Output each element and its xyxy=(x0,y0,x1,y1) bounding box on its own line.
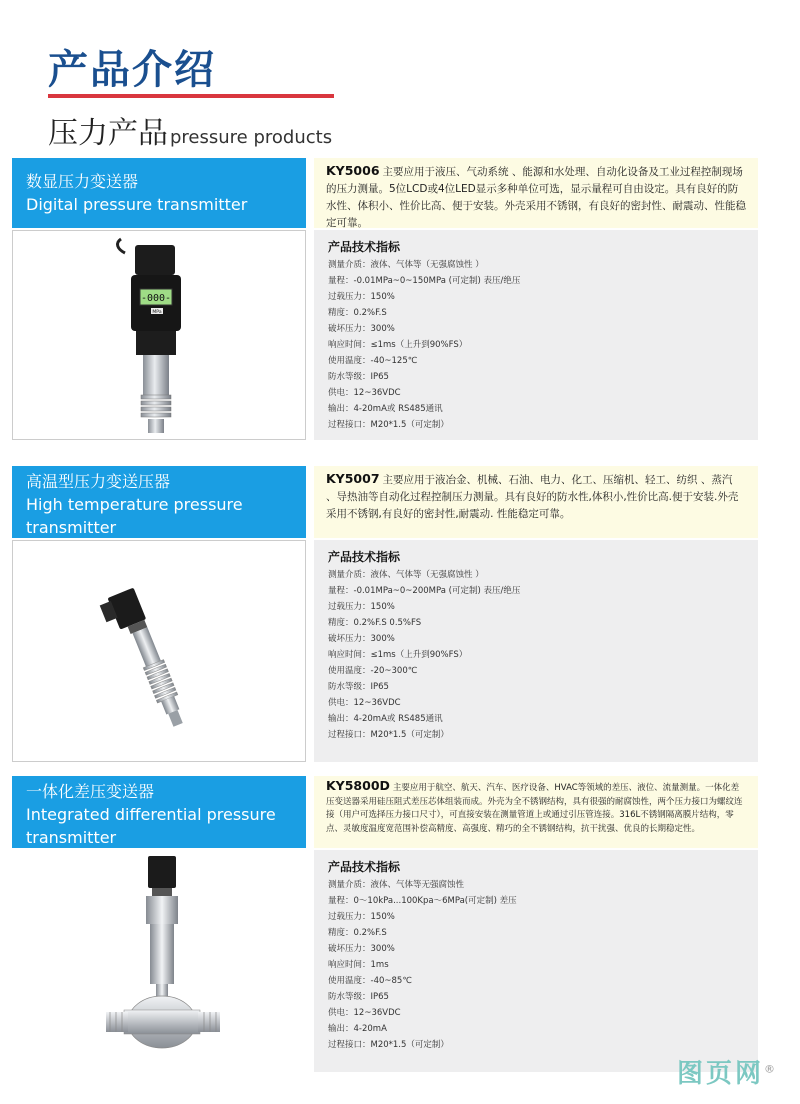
spec-title: 产品技术指标 xyxy=(328,550,401,564)
title-underline xyxy=(48,94,334,98)
spec-row: 精度：0.2%F.S 0.5%FS xyxy=(328,618,422,628)
page-subtitle xyxy=(48,108,332,152)
product-code: KY5007 xyxy=(326,471,380,486)
product-description-text: 主要应用于航空、航天、汽车、医疗设备、HVAC等领域的差压、液位、流量测量。一体化差压变送器采用硅压阻式差压芯体组装而成。外壳为全不锈钢结构，具有很强的耐腐蚀性，两个压力接口为螺纹连接（用户可选择压力接口尺寸），可直接安装在测量管道上或通过引压管连接。316L不锈钢隔离膜片结构，零点、灵敏度温度宽范围补偿高精度、高强度、精巧的全不锈钢结构，抗干扰强、优良的长期稳定性。 xyxy=(326,783,743,834)
spec-row: 量程：-0.01MPa~0~150MPa (可定制) 表压/绝压 xyxy=(328,276,521,286)
product-image-high-temp-transmitter xyxy=(12,540,306,762)
product-name-en: High temperature pressure transmitter xyxy=(26,495,243,537)
spec-row: 使用温度：-40~85℃ xyxy=(328,976,412,986)
product-name-en: Digital pressure transmitter xyxy=(26,195,248,214)
spec-row: 使用温度：-20~300℃ xyxy=(328,666,418,676)
spec-row: 测量介质：液体、气体等无强腐蚀性 xyxy=(328,880,465,890)
spec-panel xyxy=(314,230,758,440)
spec-row: 破坏压力：300% xyxy=(328,944,395,954)
spec-row: 响应时间：≤1ms（上升到90%FS） xyxy=(328,650,468,660)
product-image-differential-transmitter xyxy=(12,850,306,1072)
product-section-ky5007 xyxy=(12,466,758,762)
lcd-reading: -000- xyxy=(140,293,172,304)
spec-panel xyxy=(314,850,758,1072)
spec-row: 供电：12~36VDC xyxy=(328,388,401,398)
registered-mark: ® xyxy=(764,1062,778,1076)
spec-row: 防水等级：IP65 xyxy=(328,682,389,692)
product-code: KY5006 xyxy=(326,163,380,178)
spec-row: 响应时间：1ms xyxy=(328,960,389,970)
lcd-unit-label: MPa xyxy=(152,310,162,315)
spec-row: 输出：4-20mA或 RS485通讯 xyxy=(328,404,443,414)
watermark-text: 图页网 xyxy=(676,1059,764,1089)
product-name-en: Integrated differential pressure transmitter xyxy=(26,805,276,847)
product-name-panel xyxy=(12,776,306,848)
product-section-ky5800d xyxy=(12,776,758,1072)
spec-row: 量程：0～10kPa...100Kpa～6MPa(可定制) 差压 xyxy=(328,896,517,906)
spec-row: 使用温度：-40~125℃ xyxy=(328,356,418,366)
spec-panel xyxy=(314,540,758,762)
subtitle-cn: 压力产品 xyxy=(48,116,168,151)
spec-row: 量程：-0.01MPa~0~200MPa (可定制) 表压/绝压 xyxy=(328,586,521,596)
spec-row: 过程接口：M20*1.5（可定制） xyxy=(328,1040,449,1050)
differential-transmitter-illustration xyxy=(12,850,306,1072)
product-name-cn: 一体化差压变送器 xyxy=(26,782,155,801)
product-description-text: 主要应用于液冶金、机械、石油、电力、化工、压缩机、轻工、纺织 、蒸汽 、导热油等自动化过程控制压力测量。具有良好的防水性,体积小,性价比高.便于安装.外壳采用不锈钢,有良好的密封性,耐震动. 性能稳定可靠。 xyxy=(326,474,739,520)
watermark-logo xyxy=(677,1053,778,1090)
subtitle-en: pressure products xyxy=(170,127,333,148)
spec-row: 过载压力：150% xyxy=(328,912,395,922)
product-name-cn: 高温型压力变送压器 xyxy=(26,472,171,491)
spec-row: 防水等级：IP65 xyxy=(328,992,389,1002)
high-temp-transmitter-illustration xyxy=(13,541,305,761)
spec-row: 测量介质：液体、气体等（无强腐蚀性 ） xyxy=(328,260,484,270)
spec-row: 响应时间：≤1ms（上升到90%FS） xyxy=(328,340,468,350)
spec-row: 破坏压力：300% xyxy=(328,634,395,644)
spec-row: 精度：0.2%F.S xyxy=(328,308,387,318)
spec-row: 精度：0.2%F.S xyxy=(328,928,387,938)
product-description-text: 主要应用于液压、气动系统 、能源和水处理、自动化设备及工业过程控制现场的压力测量。5位LCD或4位LED显示多种单位可选，显示量程可自由设定。具有良好的防水性、体积小、性价比高、便于安装。外壳采用不锈钢，有良好的密封性、耐震动、性能稳定可靠。 xyxy=(326,166,746,229)
spec-row: 输出：4-20mA或 RS485通讯 xyxy=(328,714,443,724)
spec-row: 过程接口：M20*1.5（可定制） xyxy=(328,420,449,430)
spec-row: 防水等级：IP65 xyxy=(328,372,389,382)
product-section-ky5006 xyxy=(12,158,758,440)
digital-transmitter-illustration xyxy=(13,231,305,439)
product-description xyxy=(314,776,758,848)
spec-row: 过程接口：M20*1.5（可定制） xyxy=(328,730,449,740)
spec-row: 输出：4-20mA xyxy=(328,1024,387,1034)
product-name-cn: 数显压力变送器 xyxy=(26,172,139,191)
product-description xyxy=(314,158,758,228)
spec-row: 破坏压力：300% xyxy=(328,324,395,334)
spec-title: 产品技术指标 xyxy=(328,240,401,254)
spec-row: 过载压力：150% xyxy=(328,292,395,302)
product-image-digital-transmitter xyxy=(12,230,306,440)
product-code: KY5800D xyxy=(326,778,390,793)
product-description xyxy=(314,466,758,538)
spec-row: 供电：12~36VDC xyxy=(328,1008,401,1018)
spec-row: 供电：12~36VDC xyxy=(328,698,401,708)
spec-title: 产品技术指标 xyxy=(328,860,401,874)
product-name-panel xyxy=(12,158,306,228)
product-name-panel xyxy=(12,466,306,538)
spec-row: 过载压力：150% xyxy=(328,602,395,612)
spec-row: 测量介质：液体、气体等（无强腐蚀性 ） xyxy=(328,570,484,580)
page-title: 产品介绍 xyxy=(48,47,216,93)
